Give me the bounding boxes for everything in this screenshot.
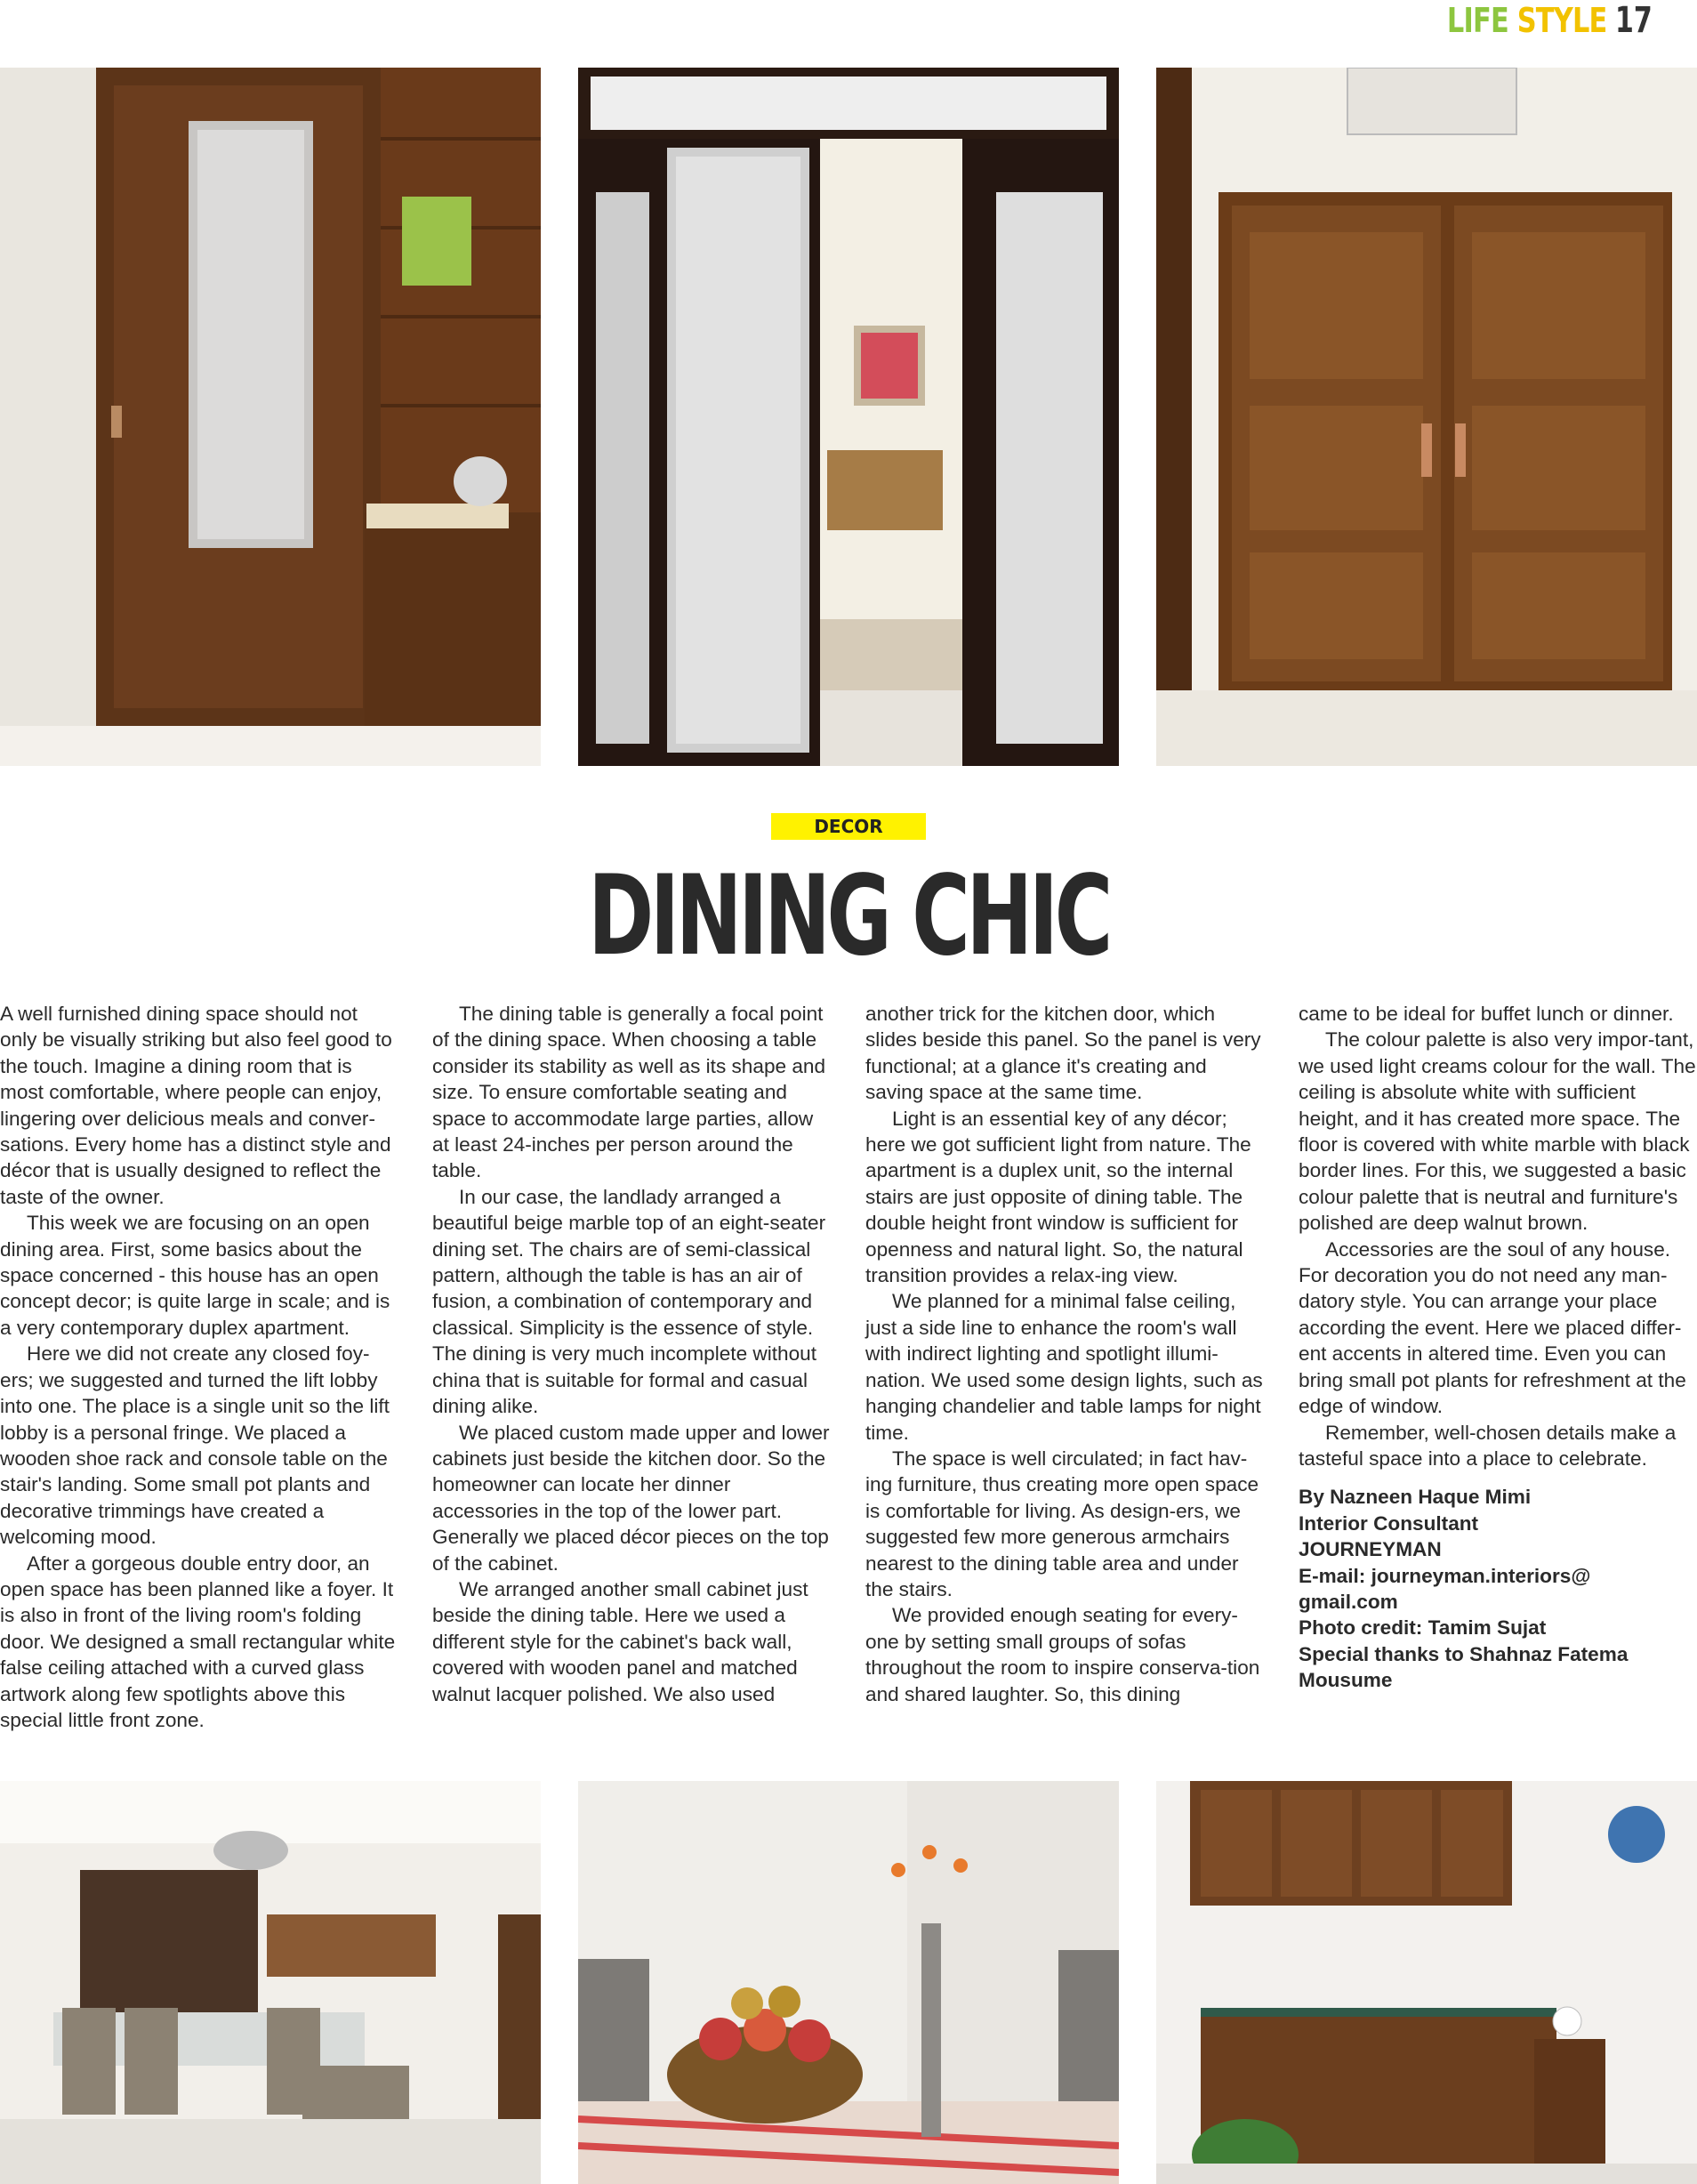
- paragraph: This week we are focusing on an open dining area. First, some basics about the space concerned - this house has an open concept decor; is quite large in scale; and is a very contemporary duplex apartment.: [0, 1212, 390, 1339]
- article-column-4: [1299, 1001, 1697, 1694]
- photo-sideboard: [1156, 1781, 1697, 2184]
- paragraph: We arranged another small cabinet just beside the dining table. Here we used a different style for the cabinet's back wall, covered with wooden panel and matched walnut lacquer polished. We also used: [432, 1577, 808, 1705]
- photo-sliding-door: [0, 68, 541, 766]
- author-email-line1: E-mail: journeyman.interiors@: [1299, 1564, 1591, 1587]
- paragraph: Here we did not create any closed foy-ers; we suggested and turned the lift lobby into one. The place is a single unit so the lift lobby is a personal fringe. We placed a wooden shoe rack and console table on the stair's landing. Some small pot plants and decorative trimmings have created a welcoming mood.: [0, 1342, 390, 1549]
- paragraph: came to be ideal for buffet lunch or dinner.: [1299, 1003, 1674, 1025]
- author-role: Interior Consultant: [1299, 1511, 1479, 1535]
- paragraph: another trick for the kitchen door, which slides beside this panel. So the panel is very functional; at a glance it's creating and saving space at the same time.: [865, 1003, 1261, 1104]
- section-brand: [1447, 1, 1607, 40]
- article-column-3: [865, 1001, 1264, 1707]
- paragraph: Light is an essential key of any décor; here we got sufficient light from nature. The apartment is a duplex unit, so the internal stairs are just opposite of dining table. The double height front window is sufficient for openness and natural light. So, the natural transition provides a relax-ing view.: [865, 1107, 1251, 1287]
- thanks-line2: Mousume: [1299, 1669, 1393, 1692]
- paragraph: We planned for a minimal false ceiling, just a side line to enhance the room's wall with indirect lighting and spotlight illumi-nation. We used some design lights, such as hanging chandelier and table lamps for night time.: [865, 1290, 1263, 1444]
- page-number: 17: [1615, 0, 1653, 41]
- author-credits: [1299, 1484, 1697, 1693]
- photo-folding-glass-door: [578, 68, 1119, 766]
- brand-style: STYLE: [1516, 1, 1607, 40]
- photo-credit: Photo credit: Tamim Sujat: [1299, 1616, 1547, 1640]
- paragraph: We provided enough seating for every-one by setting small groups of sofas throughout the room to inspire conserva-tion and shared laughter. So, this dining: [865, 1604, 1260, 1705]
- section-header: [1407, 0, 1665, 39]
- paragraph: Accessories are the soul of any house. For decoration you do not need any man-datory style. You can arrange your place according the event. Here we placed differ-ent accents in altered time. Even you can bring small pot plants for refreshment at the edge of window.: [1299, 1237, 1686, 1418]
- photo-dining-area: [0, 1781, 541, 2184]
- paragraph: The space is well circulated; in fact hav-ing furniture, thus creating more open space is comfortable for living. As design-ers, we suggested few more generous armchairs nearest to the dining table area and under the stairs.: [865, 1447, 1259, 1600]
- paragraph: After a gorgeous double entry door, an open space has been planned like a foyer. It is also in front of the living room's folding door. We designed a small rectangular white false ceiling attached with a curved glass artwork along few spotlights above this special little front zone.: [0, 1551, 396, 1731]
- paragraph: The colour palette is also very impor-tant, we used light creams colour for the wall. The ceiling is absolute white with sufficient height, and it has created more space. The floor is covered with white marble with black border lines. For this, we suggested a basic colour palette that is neutral and furniture's polished are deep walnut brown.: [1299, 1028, 1696, 1235]
- paragraph: We placed custom made upper and lower cabinets just beside the kitchen door. So the homeowner can locate her dinner accessories in the top of the lower part. Generally we placed décor pieces on the top of the cabinet.: [432, 1421, 830, 1575]
- thanks-line1: Special thanks to Shahnaz Fatema: [1299, 1642, 1629, 1665]
- paragraph: The dining table is generally a focal point of the dining space. When choosing a table consider its stability as well as its shape and size. To ensure comfortable seating and space to accommodate large parties, allow at least 24-inches per person around the table.: [432, 1003, 826, 1182]
- photo-double-entry-door: [1156, 68, 1697, 766]
- article-column-2: [432, 1001, 831, 1707]
- photo-fruit-basket: [578, 1781, 1119, 2184]
- paragraph: In our case, the landlady arranged a beautiful beige marble top of an eight-seater dining set. The chairs are of semi-classical pattern, although the table is has an air of fusion, a combination of contemporary and classical. Simplicity is the essence of style. The dining is very much incomplete without china that is suitable for formal and casual dining alike.: [432, 1185, 826, 1418]
- section-label: DECOR: [771, 813, 926, 840]
- brand-life: LIFE: [1446, 1, 1508, 40]
- article-headline: DINING CHIC: [588, 852, 1109, 980]
- author-name: By Nazneen Haque Mimi: [1299, 1486, 1532, 1509]
- paragraph: Remember, well-chosen details make a tasteful space into a place to celebrate.: [1299, 1421, 1677, 1470]
- author-email-line2: gmail.com: [1299, 1590, 1398, 1613]
- author-company: JOURNEYMAN: [1299, 1538, 1442, 1561]
- paragraph: A well furnished dining space should not only be visually striking but also feel good to the touch. Imagine a dining room that is most comfortable, where people can enjoy, lingering over delicious meals and conver-sations. Every home has a distinct style and décor that is usually designed to reflect the taste of the owner.: [0, 1003, 392, 1208]
- article-column-1: [0, 1001, 398, 1733]
